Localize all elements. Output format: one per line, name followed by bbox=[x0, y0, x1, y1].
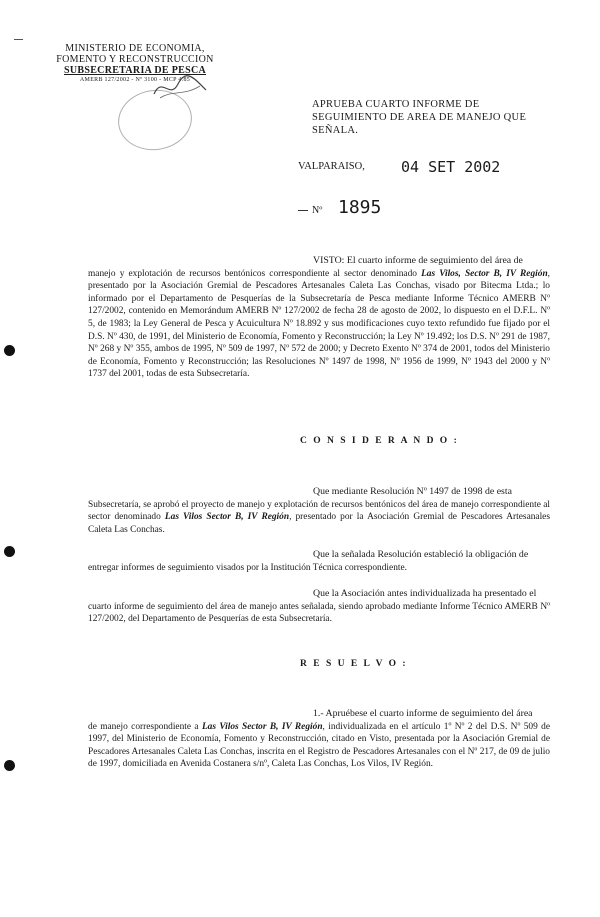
considerando-1-text-b: , presentado por la Asociación Gremial de Pescadores Artesanales Caleta Las Conchas. bbox=[88, 512, 550, 535]
visto-text-1: manejo y explotación de recursos bentónicos correspondiente al sector denominado bbox=[88, 268, 417, 279]
resuelvo-1-text-a: de manejo correspondiente a bbox=[88, 721, 199, 732]
dateline bbox=[298, 150, 538, 176]
resuelvo-1-sector: Las Vilos Sector B, IV Región bbox=[201, 721, 323, 732]
resolution-number-value: 1895 bbox=[338, 197, 382, 218]
letterhead-ministry-2: FOMENTO Y RECONSTRUCCION bbox=[56, 54, 214, 65]
considerando-2-lead: Que la señalada Resolución estableció la obligación de bbox=[313, 549, 529, 560]
considerando-heading: C O N S I D E R A N D O : bbox=[300, 436, 459, 446]
resolution-number-label: Nº bbox=[298, 205, 322, 216]
letterhead-ministry: MINISTERIO DE ECONOMIA, bbox=[65, 43, 205, 54]
dateline-city: VALPARAISO, bbox=[298, 161, 365, 172]
punch-hole-top bbox=[4, 345, 15, 356]
considerando-1-sector: Las Vilos Sector B, IV Región bbox=[164, 512, 290, 523]
visto-lead: VISTO: El cuarto informe de seguimiento del área de bbox=[313, 255, 523, 266]
signature-mark bbox=[150, 72, 210, 102]
visto-paragraph bbox=[88, 255, 550, 381]
letterhead-subsecretaria: SUBSECRETARIA DE PESCA bbox=[63, 65, 206, 76]
considerando-1-text-a: Subsecretaría, se aprobó el proyecto de manejo y explotación de recursos bentónicos del área de manejo correspondiente al sector denominado bbox=[88, 499, 550, 523]
letterhead-reference: AMERB 127/2002 - Nº 3100 - MCP 4.85 bbox=[79, 77, 191, 83]
considerando-2-text: entregar informes de seguimiento visados por la Institución Técnica correspondiente. bbox=[88, 562, 407, 573]
resolution-number bbox=[298, 192, 418, 218]
considerando-3-text: cuarto informe de seguimiento del área de manejo antes señalada, siendo aprobado mediante Informe Técnico AMERB Nº 127/2002, del Departamento de Pesquerías de esta Subsecretaría. bbox=[88, 601, 550, 625]
considerando-2 bbox=[88, 549, 550, 574]
considerando-3 bbox=[88, 588, 550, 626]
resuelvo-1-text-b: , individualizada en el artículo 1º Nº 2 del D.S. Nº 509 de 1997, del Ministerio de Economía, Fomento y Reconstrucción, citado en Visto, presentada por la Asociación Gremial de Pescadores Artesanales Caleta Las Conchas, inscrita en el Registro de Pescadores Artesanales con el Nº 217, de 09 de julio de 1997, domiciliada en Avenida Costanera s/nº, Caleta Las Conchas, Los Vilos, IV Región. bbox=[88, 721, 550, 770]
punch-hole-middle bbox=[4, 546, 15, 557]
resuelvo-1-lead: 1.- Apruébese el cuarto informe de seguimiento del área bbox=[313, 708, 533, 719]
punch-hole-bottom bbox=[4, 760, 15, 771]
document-subject: APRUEBA CUARTO INFORME DE SEGUIMIENTO DE AREA DE MANEJO QUE SEÑALA. bbox=[312, 99, 527, 136]
considerando-1-lead: Que mediante Resolución Nº 1497 de 1998 de esta bbox=[313, 486, 512, 497]
visto-text-2: , presentado por la Asociación Gremial de Pescadores Artesanales Caleta Las Conchas, visado por Bitecma Ltda.; lo informado por el Departamento de Pesquerías de la Subsecretaría de Pesca mediante Informe Técnico AMERB Nº 127/2002, contenido en Memorándum AMERB Nº 127/2002 de fecha 28 de agosto de 2002, lo dispuesto en el D.F.L. Nº 5, de 1983; la Ley General de Pesca y Acuicultura Nº 18.892 y sus modificaciones cuyo texto refundido fue fijado por el D.S. Nº 430, de 1991, del Ministerio de Economía, Fomento y Reconstrucción; la Ley Nº 19.492; los D.S. Nº 291 de 1987, Nº 268 y Nº 355, ambos de 1995, Nº 509 de 1997, Nº 572 de 2000; y Decreto Exento Nº 374 de 2001, todos del Ministerio de Economía, Fomento y Reconstrucción; las Resoluciones Nº 1497 de 1998, Nº 1956 de 1999, Nº 1943 del 2000 y Nº 1737 del 2001, todas de esta Subsecretaría. bbox=[88, 268, 551, 380]
visto-sector: Las Vilos, Sector B, IV Región bbox=[421, 268, 548, 279]
considerando-1 bbox=[88, 486, 550, 536]
resuelvo-heading: R E S U E L V O : bbox=[300, 659, 408, 669]
stamped-date: 04 SET 2002 bbox=[401, 158, 501, 176]
resuelvo-1 bbox=[88, 708, 550, 771]
scan-tick-mark bbox=[14, 39, 23, 40]
considerando-3-lead: Que la Asociación antes individualizada ha presentado el bbox=[313, 588, 537, 599]
